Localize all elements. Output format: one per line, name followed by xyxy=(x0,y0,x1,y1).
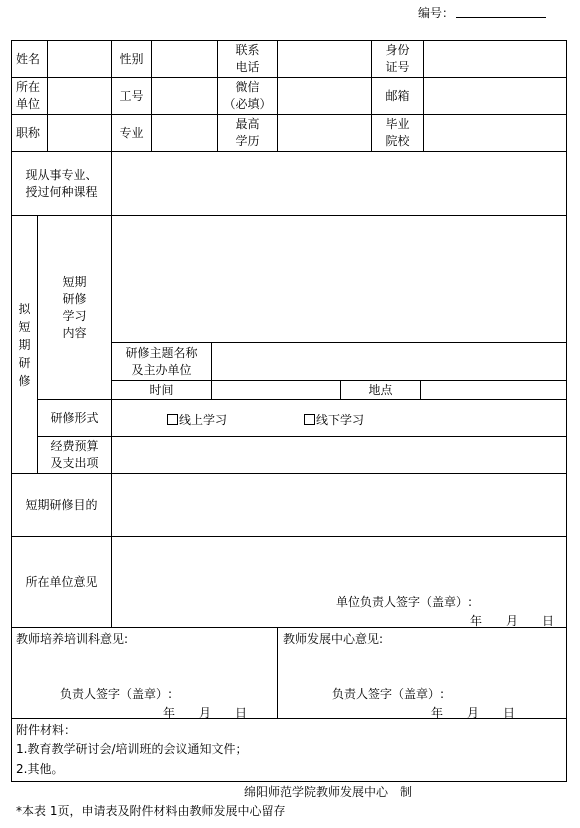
topic-field[interactable] xyxy=(212,343,566,380)
content-label: 短期 研修 学习 内容 xyxy=(62,274,87,340)
major-field[interactable] xyxy=(152,115,217,151)
staff-id-label: 工号 xyxy=(119,88,144,103)
unit-label: 所在 单位 xyxy=(16,80,41,111)
unit-date-label: 年 月 日 xyxy=(470,614,555,628)
serial-underline xyxy=(456,17,546,18)
unit-opinion-label: 所在单位意见 xyxy=(25,574,98,589)
online-checkbox[interactable] xyxy=(167,414,178,425)
place-label: 地点 xyxy=(368,382,393,397)
center-signature-label: 负责人签字（盖章）: xyxy=(332,687,445,701)
attachments-title: 附件材料： xyxy=(16,723,77,737)
wechat-label: 微信 （必填） xyxy=(223,80,272,111)
title-label: 职称 xyxy=(16,125,41,140)
purpose-field[interactable] xyxy=(112,474,566,536)
unit-signature-label: 单位负责人签字（盖章）: xyxy=(336,595,473,609)
title-field[interactable] xyxy=(48,115,111,151)
id-number-label: 身份 证号 xyxy=(385,43,410,74)
topic-label: 研修主题名称 及主办单位 xyxy=(125,345,198,377)
plan-side-label: 拟 短 期 研 修 xyxy=(18,301,31,388)
phone-field[interactable] xyxy=(278,41,371,77)
offline-label: 线下学习 xyxy=(316,413,365,427)
training-opinion-label: 教师培养培训科意见: xyxy=(16,632,129,646)
phone-label: 联系 电话 xyxy=(235,43,260,74)
training-signature-label: 负责人签字（盖章）: xyxy=(60,687,173,701)
center-opinion-label: 教师发展中心意见: xyxy=(283,632,384,646)
gender-label: 性别 xyxy=(119,51,144,66)
current-course-field[interactable] xyxy=(112,152,566,215)
footer-note: *本表 1页，申请表及附件材料由教师发展中心留存 xyxy=(16,804,286,818)
offline-checkbox[interactable] xyxy=(304,414,315,425)
school-field[interactable] xyxy=(424,115,566,151)
online-option[interactable] xyxy=(167,411,227,428)
form-label: 研修形式 xyxy=(50,410,99,425)
id-number-field[interactable] xyxy=(424,41,566,77)
serial-label: 编号： xyxy=(418,6,455,20)
offline-option[interactable] xyxy=(304,411,364,428)
center-date-label: 年 月 日 xyxy=(431,706,516,720)
name-label: 姓名 xyxy=(16,51,41,66)
online-label: 线上学习 xyxy=(179,413,228,427)
education-label: 最高 学历 xyxy=(235,117,260,148)
time-label: 时间 xyxy=(149,382,174,397)
email-field[interactable] xyxy=(424,78,566,114)
major-label: 专业 xyxy=(119,125,144,140)
education-field[interactable] xyxy=(278,115,371,151)
place-field[interactable] xyxy=(421,381,566,399)
budget-field[interactable] xyxy=(112,437,566,473)
attachment-item-1: 1.教育教学研讨会/培训班的会议通知文件； xyxy=(16,742,248,756)
purpose-label: 短期研修目的 xyxy=(25,497,98,512)
name-field[interactable] xyxy=(48,41,111,77)
wechat-field[interactable] xyxy=(278,78,371,114)
email-label: 邮箱 xyxy=(385,88,410,103)
time-field[interactable] xyxy=(212,381,340,399)
gender-field[interactable] xyxy=(152,41,217,77)
school-label: 毕业 院校 xyxy=(385,117,410,148)
staff-id-field[interactable] xyxy=(152,78,217,114)
budget-label: 经费预算 及支出项 xyxy=(50,439,99,470)
unit-field[interactable] xyxy=(48,78,111,114)
footer-maker: 绵阳师范学院教师发展中心 制 xyxy=(244,785,413,799)
current-course-label: 现从事专业、 授过何种课程 xyxy=(25,167,98,199)
content-field[interactable] xyxy=(112,216,566,342)
training-date-label: 年 月 日 xyxy=(163,706,248,720)
attachment-item-2: 2.其他。 xyxy=(16,762,64,776)
